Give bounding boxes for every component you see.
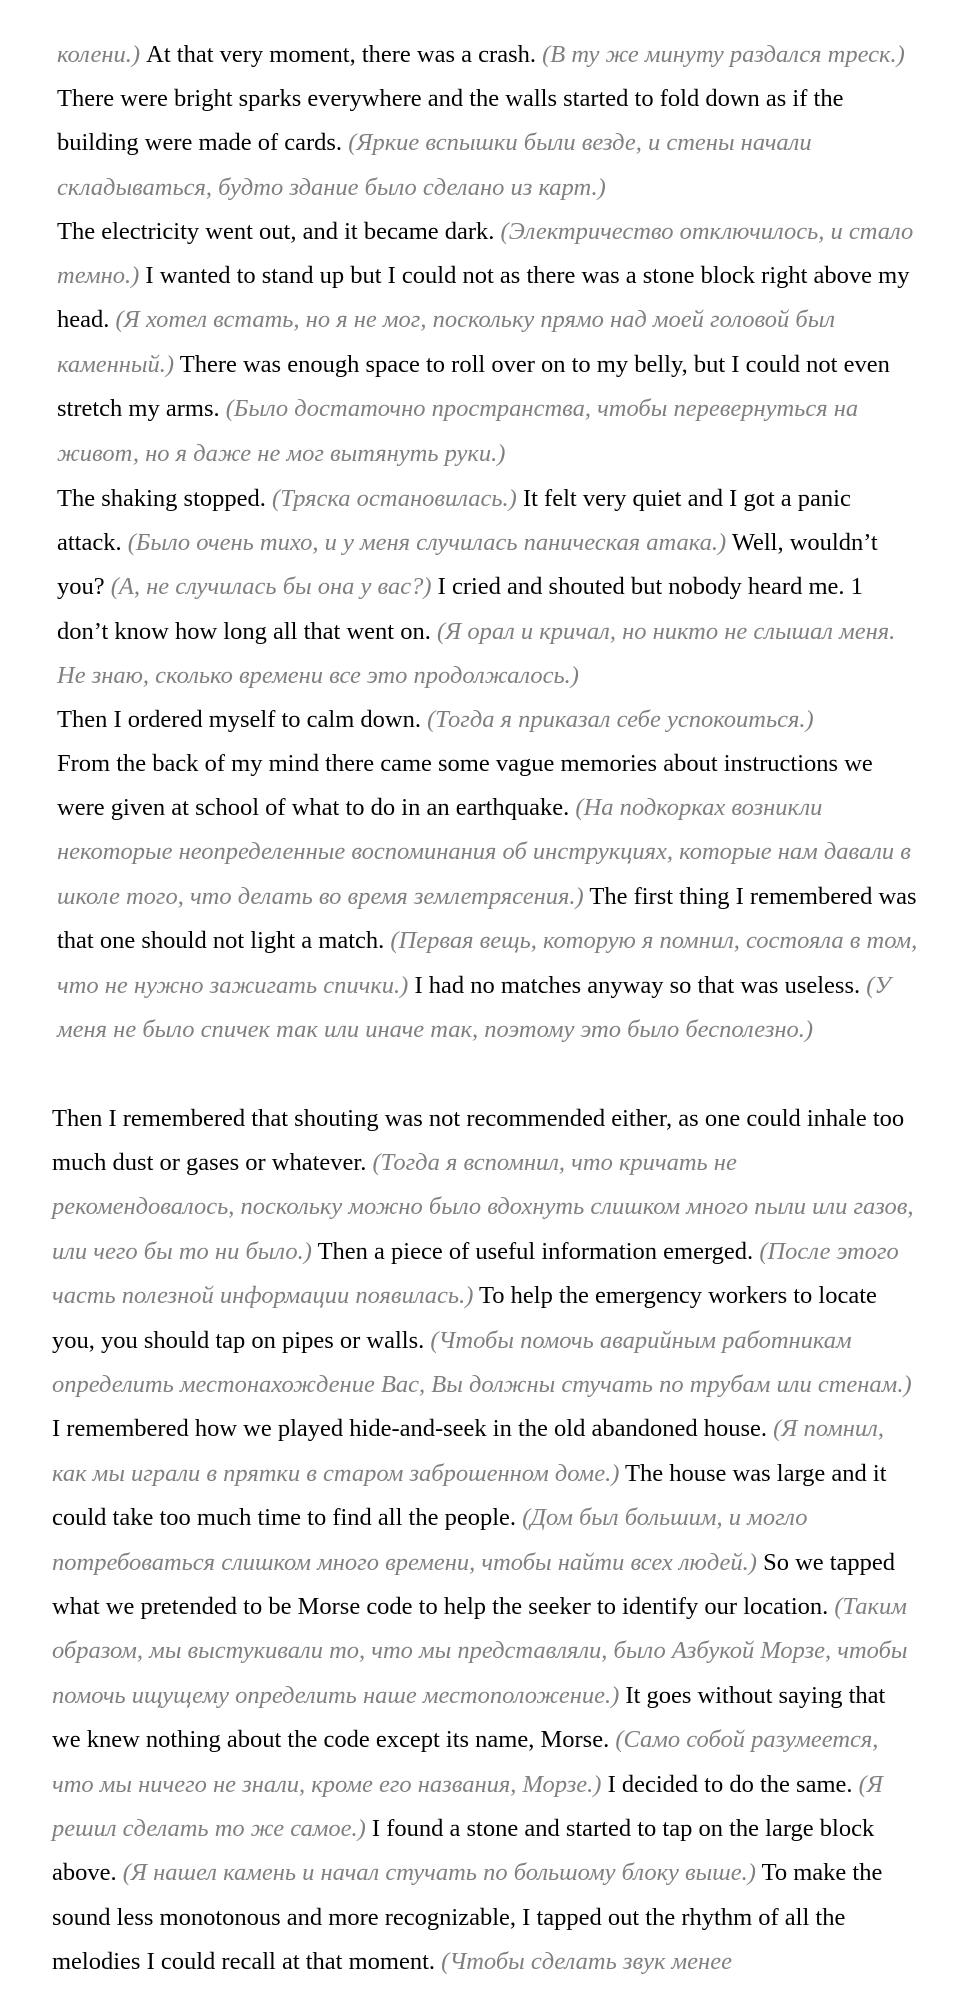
english-sentence: The electricity went out, and it became dark. xyxy=(57,217,495,245)
english-sentence: Then I ordered myself to calm down. xyxy=(57,705,421,733)
russian-translation: (Я решил сделать то же самое.) xyxy=(52,1770,883,1842)
russian-translation: (Тряска остановилась.) xyxy=(272,484,517,512)
russian-translation: (Я помнил, как мы играли в прятки в старом заброшенном доме.) xyxy=(52,1415,884,1487)
english-sentence: I wanted to stand up but I could not as there was a stone block right above my head. xyxy=(57,261,910,334)
russian-translation: (Первая вещь, которую я помнил, состояла в том, что не нужно зажигать спички.) xyxy=(57,927,918,999)
english-sentence: There were bright sparks everywhere and the walls started to fold down as if the building were made of cards. xyxy=(57,84,844,157)
paragraph-6 xyxy=(52,1097,914,1985)
english-sentence: I cried and shouted but nobody heard me. 1 don’t know how long all that went on. xyxy=(57,573,863,645)
english-sentence: At that very moment, there was a crash. xyxy=(146,40,536,68)
russian-translation: (Я нашел камень и начал стучать по большому блоку выше.) xyxy=(122,1859,756,1887)
russian-translation: (Чтобы сделать звук менее xyxy=(441,1948,732,1976)
english-sentence: There was enough space to roll over on to my belly, but I could not even stretch my arms. xyxy=(57,350,890,423)
english-sentence: To make the sound less monotonous and more recognizable, I tapped out the rhythm of all the melodies I could recall at that moment. xyxy=(52,1859,883,1976)
paragraph-2 xyxy=(57,210,919,476)
russian-translation: (На подкорках возникли некоторые неопределенные воспоминания об инструкциях, которые нам давали в школе того, что делать во время землетрясения.) xyxy=(57,793,911,910)
russian-translation: (Яркие вспышки были везде, и стены начали складываться, будто здание было сделано из карт.) xyxy=(57,129,812,201)
english-sentence: It goes without saying that we knew nothing about the code except its name, Morse. xyxy=(52,1681,886,1754)
russian-translation: (У меня не было спичек так или иначе так, поэтому это было бесполезно.) xyxy=(57,971,891,1043)
paragraph-4 xyxy=(57,698,919,742)
english-sentence: I decided to do the same. xyxy=(607,1770,853,1798)
russian-translation: (Чтобы помочь аварийным работникам определить местонахождение Вас, Вы должны стучать по трубам или стенам.) xyxy=(52,1326,912,1398)
english-sentence: The first thing I remembered was that one should not light a match. xyxy=(57,882,917,955)
english-sentence: The shaking stopped. xyxy=(57,484,266,512)
russian-translation: (В ту же минуту раздался треск.) xyxy=(542,40,905,68)
english-sentence: It felt very quiet and I got a panic attack. xyxy=(57,484,851,556)
russian-translation: (А, не случилась бы она у вас?) xyxy=(110,573,432,601)
english-sentence: I found a stone and started to tap on the large block above. xyxy=(52,1815,875,1887)
russian-translation: (Я орал и кричал, но никто не слышал меня. Не знаю, сколько времени все это продолжалось.) xyxy=(57,617,896,690)
russian-translation: колени.) xyxy=(57,40,141,68)
russian-translation: (Само собой разумеется, что мы ничего не знали, кроме его названия, Морзе.) xyxy=(52,1726,879,1798)
english-sentence: Well, wouldn’t you? xyxy=(57,528,878,601)
paragraph-1 xyxy=(57,33,919,211)
english-sentence: To help the emergency workers to locate you, you should tap on pipes or walls. xyxy=(52,1282,877,1354)
english-sentence: Then a piece of useful information emerged. xyxy=(317,1237,754,1265)
russian-translation: (Тогда я приказал себе успокоиться.) xyxy=(427,705,814,733)
paragraph-3 xyxy=(57,477,919,699)
russian-translation: (После этого часть полезной информации появилась.) xyxy=(52,1237,899,1310)
english-sentence: So we tapped what we pretended to be Morse code to help the seeker to identify our location. xyxy=(52,1548,896,1620)
russian-translation: (Таким образом, мы выстукивали то, что мы представляли, было Азбукой Морзе, чтобы помочь ищущему определить наше местоположение.) xyxy=(52,1592,908,1709)
russian-translation: (Тогда я вспомнил, что кричать не рекомендовалось, поскольку можно было вдохнуть слишком много пыли или газов, или чего бы то ни было.) xyxy=(52,1148,914,1265)
russian-translation: (Дом был большим, и могло потребоваться слишком много времени, чтобы найти всех людей.) xyxy=(52,1504,808,1576)
english-sentence: Then I remembered that shouting was not recommended either, as one could inhale too much dust or gases or whatever. xyxy=(52,1104,905,1176)
paragraph-5 xyxy=(57,742,919,1053)
russian-translation: (Я хотел встать, но я не мог, поскольку прямо над моей головой был каменный.) xyxy=(57,306,836,378)
russian-translation: (Было достаточно пространства, чтобы перевернуться на живот, но я даже не мог вытянуть руки.) xyxy=(57,395,859,467)
english-sentence: I remembered how we played hide-and-seek in the old abandoned house. xyxy=(52,1415,768,1443)
english-sentence: I had no matches anyway so that was useless. xyxy=(414,971,861,999)
russian-translation: (Электричество отключилось, и стало темно.) xyxy=(57,217,914,289)
english-sentence: From the back of my mind there came some vague memories about instructions we were given at school of what to do in an earthquake. xyxy=(57,749,873,821)
english-sentence: The house was large and it could take too much time to find all the people. xyxy=(52,1459,887,1532)
russian-translation: (Было очень тихо, и у меня случилась паническая атака.) xyxy=(127,528,727,556)
